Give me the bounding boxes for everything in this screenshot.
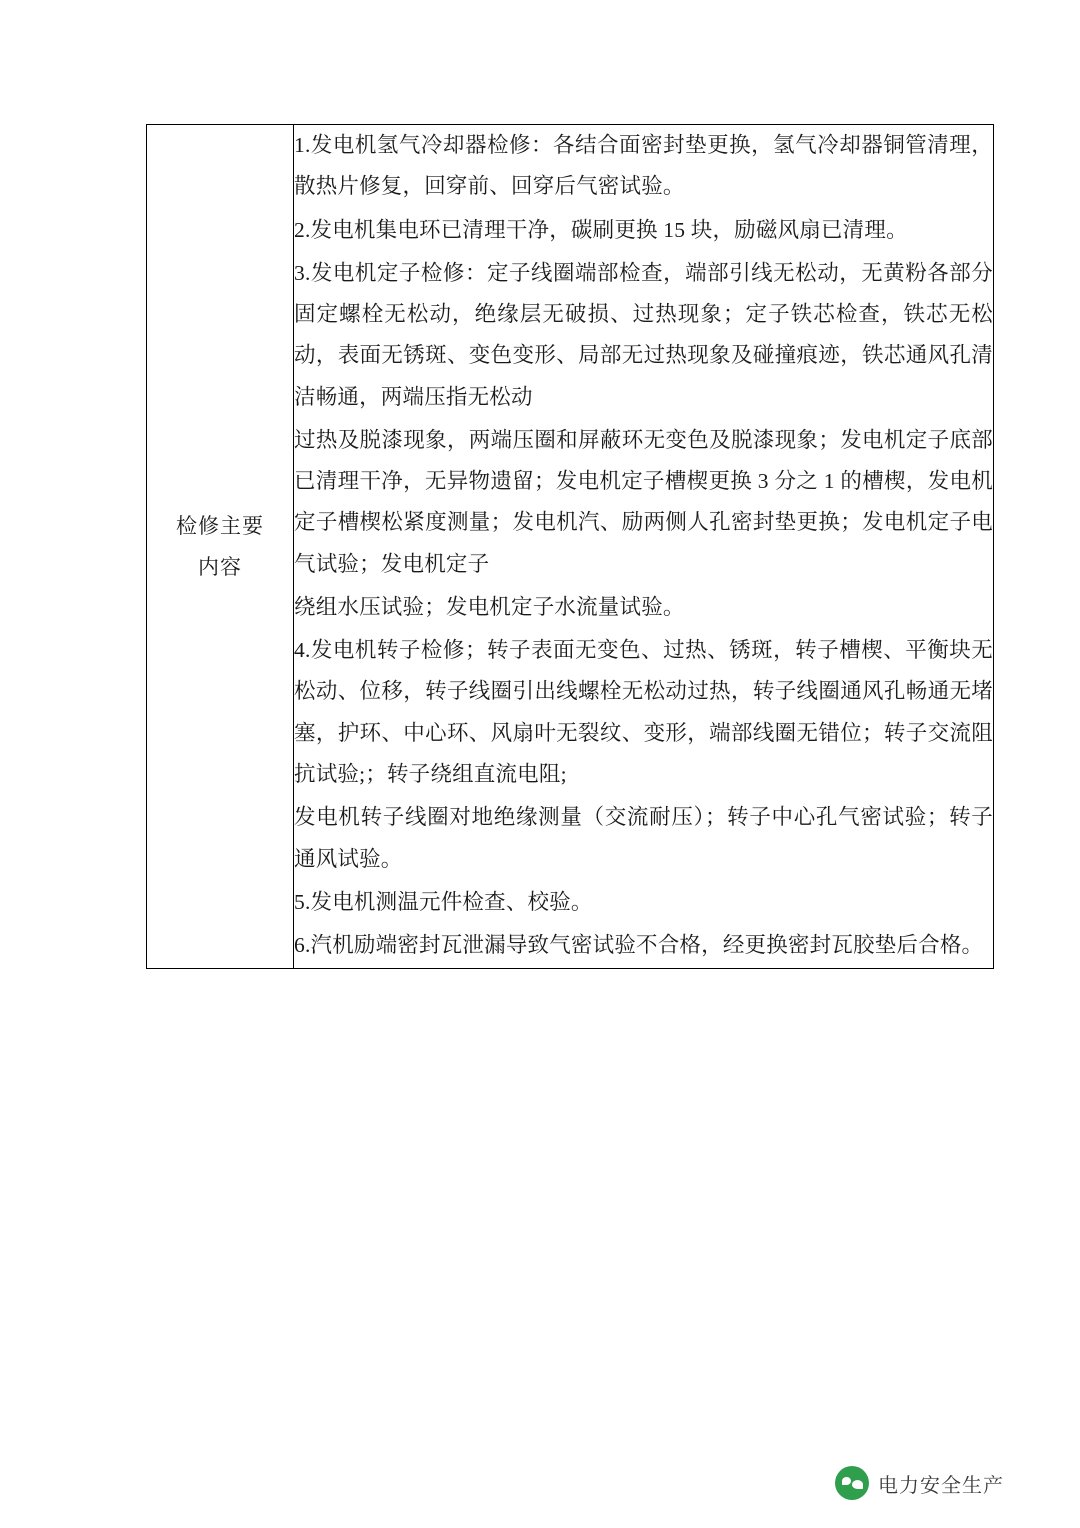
content-paragraph-3: 3.发电机定子检修：定子线圈端部检查，端部引线无松动，无黄粉各部分固定螺栓无松动，绝缘层无破损、过热现象；定子铁芯检查，铁芯无松动，表面无锈斑、变色变形、局部无过热现象及碰撞痕迹，铁芯通风孔清洁畅通，两端压指无松动 [294,260,993,409]
watermark [835,1466,1004,1500]
content-paragraph-8: 5.发电机测温元件检查、校验。 [294,889,593,914]
content-paragraph-6: 4.发电机转子检修；转子表面无变色、过热、锈斑，转子槽楔、平衡块无松动、位移，转子线圈引出线螺栓无松动过热，转子线圈通风孔畅通无堵塞，护环、中心环、风扇叶无裂纹、变形，端部线圈无错位；转子交流阻抗试验;；转子绕组直流电阻; [294,638,993,786]
content-paragraph-7: 发电机转子线圈对地绝缘测量（交流耐压）；转子中心孔气密试验；转子通风试验。 [294,805,993,871]
content-paragraph-5: 绕组水压试验；发电机定子水流量试验。 [294,594,685,619]
content-paragraph-2: 2.发电机集电环已清理干净，碳刷更换 15 块，励磁风扇已清理。 [294,217,908,242]
row-label-cell [147,125,294,969]
content-paragraph-1: 1.发电机氢气冷却器检修：各结合面密封垫更换，氢气冷却器铜管清理，散热片修复，回穿前、回穿后气密试验。 [294,133,993,199]
wechat-logo-icon [835,1466,869,1500]
content-paragraph-4: 过热及脱漆现象，两端压圈和屏蔽环无变色及脱漆现象；发电机定子底部已清理干净，无异物遗留；发电机定子槽楔更换 3 分之 1 的槽楔，发电机定子槽楔松紧度测量；发电机汽、励两侧人孔密封垫更换；发电机定子电气试验；发电机定子 [294,427,993,576]
table-row [147,125,994,969]
inspection-content-table [146,124,994,969]
row-label-line-2: 内容 [198,554,242,579]
content-paragraph-9: 6.汽机励端密封瓦泄漏导致气密试验不合格，经更换密封瓦胶垫后合格。 [294,933,984,958]
row-label-line-1: 检修主要 [176,513,264,538]
watermark-label: 电力安全生产 [878,1474,1004,1497]
row-content-cell [294,125,994,969]
